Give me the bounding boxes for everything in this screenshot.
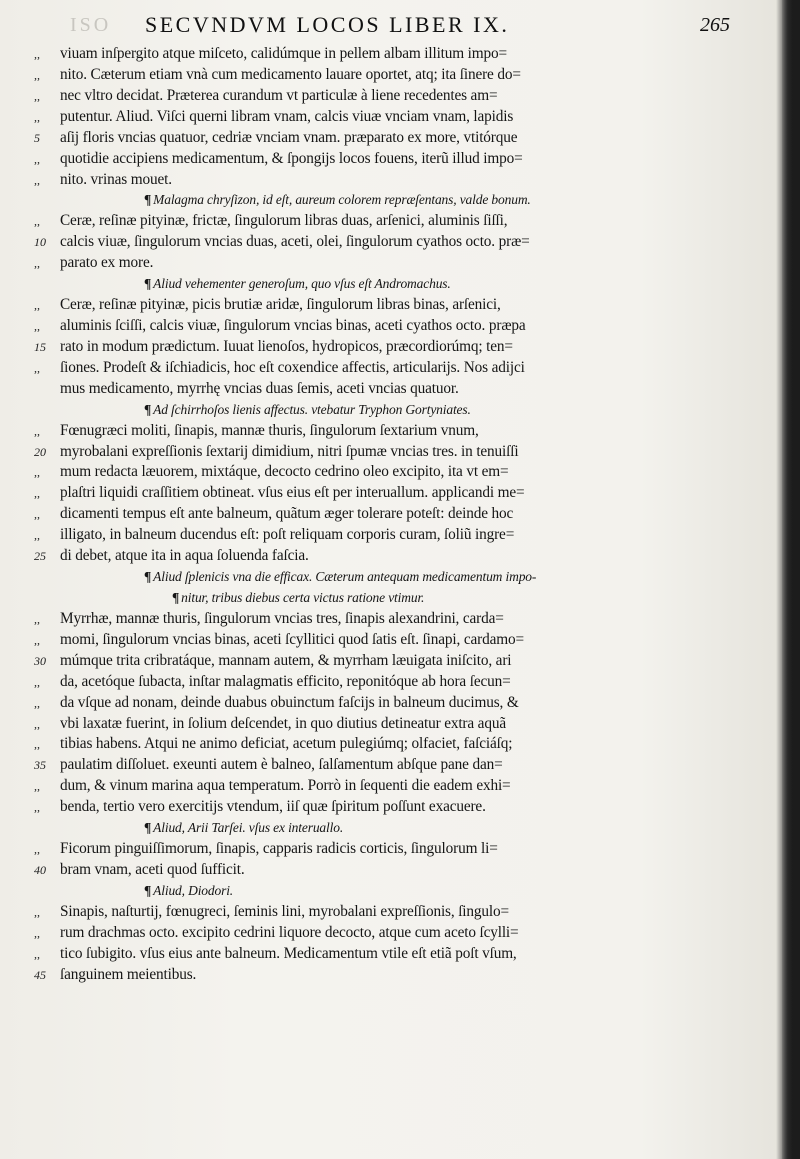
pilcrow-icon: ¶: [144, 882, 152, 898]
text-line: [34, 421, 590, 442]
pilcrow-icon: ¶: [144, 192, 152, 208]
text-line: [34, 755, 590, 776]
line-text: [60, 860, 245, 881]
text-line: [34, 358, 590, 379]
line-content: momi, ſingulorum vncias binas, aceti ſcyllitici quod ſatis eſt. ſinapi, cardamo=: [60, 630, 524, 648]
bleed-through-text: ISO: [70, 14, 112, 36]
text-line: [34, 483, 590, 504]
margin-marker: ,,: [34, 507, 40, 522]
text-line: [34, 797, 590, 818]
margin-marker: ,,: [34, 904, 40, 919]
text-line: [34, 462, 590, 483]
page-header: [70, 10, 770, 40]
margin-marker: ,,: [34, 946, 40, 961]
text-line: [34, 902, 590, 923]
text-line: [34, 860, 590, 881]
line-content: Aliud ſplenicis vna die efficax. Cæterum antequam medicamentum impo-: [153, 569, 537, 585]
line-text: [60, 316, 526, 337]
margin-marker: 10: [34, 235, 46, 250]
margin-marker: ,,: [34, 925, 40, 940]
margin-marker: ,,: [34, 716, 40, 731]
margin-marker: ,,: [34, 88, 40, 103]
line-text: [60, 232, 530, 253]
section-heading: [34, 567, 590, 588]
margin-marker: ,,: [34, 214, 40, 229]
text-line: [34, 337, 590, 358]
section-heading: [34, 190, 590, 211]
margin-marker: ,,: [34, 611, 40, 626]
section-heading: [34, 588, 590, 609]
margin-marker: ,,: [34, 486, 40, 501]
line-content: calcis viuæ, ſingulorum vncias duas, aceti, olei, ſingulorum cyathos octo. præ=: [60, 233, 530, 251]
line-content: Aliud, Diodori.: [153, 882, 234, 898]
line-text: [60, 211, 507, 232]
heading-text: [60, 588, 424, 609]
line-text: [60, 253, 153, 274]
line-text: [60, 170, 172, 191]
margin-marker: ,,: [34, 528, 40, 543]
line-content: Ad ſchirrhoſos lienis affectus. vtebatur Tryphon Gortyniates.: [153, 401, 471, 417]
text-line: [34, 693, 590, 714]
margin-marker: 15: [34, 339, 46, 354]
line-content: da vſque ad nonam, deinde duabus obuinctum faſcijs in balneum ducimus, &: [60, 693, 519, 711]
pilcrow-icon: ¶: [144, 569, 152, 585]
pilcrow-icon: ¶: [172, 589, 180, 605]
line-content: mum redacta læuorem, mixtáque, decocto cedrino oleo excipito, ita vt em=: [60, 463, 509, 481]
line-text: [60, 630, 524, 651]
line-content: múmque trita cribratáque, mannam autem, & myrrham læuigata iniſcito, ari: [60, 651, 512, 669]
line-text: [60, 483, 524, 504]
text-line: [34, 316, 590, 337]
text-line: [34, 546, 590, 567]
line-content: Ceræ, reſinæ pityinæ, frictæ, ſingulorum libras duas, arſenici, aluminis ſiſſi,: [60, 212, 508, 230]
line-text: [60, 525, 514, 546]
heading-text: [60, 274, 451, 295]
text-line: [34, 714, 590, 735]
text-line: [34, 86, 590, 107]
line-content: dum, & vinum marina aqua temperatum. Porrò in ſequenti die eadem exhi=: [60, 777, 511, 795]
margin-marker: ,,: [34, 109, 40, 124]
line-text: [60, 923, 519, 944]
heading-text: [60, 881, 233, 902]
text-line: [34, 630, 590, 651]
line-content: ſiones. Prodeſt & iſchiadicis, hoc eſt coxendice affectis, articularijs. Nos adijci: [60, 358, 525, 376]
line-text: [60, 776, 511, 797]
margin-marker: ,,: [34, 695, 40, 710]
heading-text: [60, 567, 536, 588]
text-line: [34, 295, 590, 316]
margin-marker: ,,: [34, 737, 40, 752]
text-line: [34, 211, 590, 232]
line-content: Aliud, Arii Tarſei. vſus ex interuallo.: [153, 820, 344, 836]
heading-text: [60, 818, 343, 839]
line-text: [60, 295, 501, 316]
line-text: [60, 65, 521, 86]
text-line: [34, 107, 590, 128]
line-content: tibias habens. Atqui ne animo deficiat, acetum pulegiúmq; olfaciet, faſciáſq;: [60, 735, 513, 753]
line-content: Ficorum pinguiſſimorum, ſinapis, capparis radicis corticis, ſingulorum li=: [60, 840, 498, 858]
margin-marker: 35: [34, 758, 46, 773]
line-text: [60, 358, 525, 379]
text-line: [34, 776, 590, 797]
line-text: [60, 86, 497, 107]
line-text: [60, 44, 507, 65]
line-content: aſij floris vncias quatuor, cedriæ vnciam vnam. præparato ex more, vtitórque: [60, 128, 518, 146]
line-text: [60, 128, 517, 149]
line-content: Aliud vehementer generoſum, quo vſus eſt Andromachus.: [153, 276, 451, 292]
margin-marker: ,,: [34, 423, 40, 438]
text-line: [34, 232, 590, 253]
line-content: bram vnam, aceti quod ſufficit.: [60, 860, 245, 878]
line-text: [60, 672, 511, 693]
line-text: [60, 944, 517, 965]
margin-marker: ,,: [34, 47, 40, 61]
line-content: mus medicamento, myrrhę vncias duas ſemis, aceti vncias quatuor.: [60, 379, 459, 397]
margin-marker: ,,: [34, 151, 40, 166]
text-line: [34, 965, 590, 986]
line-text: [60, 797, 486, 818]
margin-marker: ,,: [34, 674, 40, 689]
text-line: [34, 253, 590, 274]
text-line: [34, 128, 590, 149]
page-number: 265: [700, 14, 730, 36]
margin-marker: ,,: [34, 800, 40, 815]
line-content: Ceræ, reſinæ pityinæ, picis brutiæ aridæ, ſingulorum libras binas, arſenici,: [60, 296, 501, 314]
line-text: [60, 734, 512, 755]
margin-marker: ,,: [34, 360, 40, 375]
section-heading: [34, 274, 590, 295]
heading-text: [60, 190, 531, 211]
line-text: [60, 609, 504, 630]
line-content: nito. Cæterum etiam vnà cum medicamento lauare oportet, atq; ita ſinere do=: [60, 65, 521, 83]
margin-marker: 5: [34, 130, 40, 145]
text-line: [34, 504, 590, 525]
text-line: [34, 944, 590, 965]
line-content: Malagma chryſizon, id eſt, aureum colorem repræſentans, valde bonum.: [153, 192, 531, 208]
text-line: [34, 149, 590, 170]
line-content: quotidie accipiens medicamentum, & ſpongijs locos fouens, iterũ illud impo=: [60, 149, 523, 167]
line-text: [60, 504, 513, 525]
heading-text: [60, 400, 471, 421]
line-text: [60, 965, 196, 986]
pilcrow-icon: ¶: [144, 401, 152, 417]
margin-marker: ,,: [34, 842, 40, 857]
margin-marker: 25: [34, 549, 46, 564]
line-content: nitur, tribus diebus certa victus ratione vtimur.: [181, 589, 425, 605]
pilcrow-icon: ¶: [144, 276, 152, 292]
text-line: [34, 672, 590, 693]
line-text: [60, 337, 513, 358]
line-text: [60, 442, 518, 463]
margin-marker: ,,: [34, 632, 40, 647]
line-text: [60, 902, 509, 923]
text-line: [34, 609, 590, 630]
line-content: parato ex more.: [60, 254, 154, 272]
margin-marker: ,,: [34, 67, 40, 82]
line-content: aluminis ſciſſi, calcis viuæ, ſingulorum vncias binas, aceti cyathos octo. præpa: [60, 316, 526, 334]
line-content: illigato, in balneum ducendus eſt: poſt reliquam corporis curam, ſoliũ ingre=: [60, 526, 515, 544]
margin-marker: ,,: [34, 318, 40, 333]
line-content: nito. vrinas mouet.: [60, 170, 172, 188]
line-content: tico ſubigito. vſus eius ante balneum. Medicamentum vtile eſt etiã poſt vſum,: [60, 944, 517, 962]
line-text: [60, 379, 459, 400]
line-content: plaſtri liquidi craſſitiem obtineat. vſus eius eſt per interuallum. applicandi me=: [60, 484, 525, 502]
line-content: myrobalani expreſſionis ſextarij dimidium, nitri ſpumæ vncias tres. in tenuiſſi: [60, 442, 519, 460]
section-heading: [34, 400, 590, 421]
text-line: [34, 44, 590, 65]
line-content: vbi laxatæ fuerint, in ſolium deſcendet, in quo diutius detineatur extra aquã: [60, 714, 506, 732]
line-content: Sinapis, naſturtij, fœnugreci, ſeminis lini, myrobalani expreſſionis, ſingulo=: [60, 902, 509, 920]
line-content: rato in modum prædictum. Iuuat lienoſos, hydropicos, præcordiorúmq; ten=: [60, 337, 513, 355]
text-line: [34, 525, 590, 546]
margin-marker: 40: [34, 862, 46, 877]
margin-marker: ,,: [34, 779, 40, 794]
pilcrow-icon: ¶: [144, 820, 152, 836]
text-body: [34, 44, 590, 985]
text-line: [34, 442, 590, 463]
line-text: [60, 714, 506, 735]
line-text: [60, 755, 503, 776]
margin-marker: ,,: [34, 256, 40, 271]
text-line: [34, 170, 590, 191]
line-content: Fœnugræci moliti, ſinapis, mannæ thuris, ſingulorum ſextarium vnum,: [60, 421, 479, 439]
margin-marker: ,,: [34, 172, 40, 187]
margin-marker: 30: [34, 653, 46, 668]
line-content: putentur. Aliud. Viſci querni libram vnam, calcis viuæ vnciam vnam, lapidis: [60, 107, 514, 125]
margin-marker: ,,: [34, 465, 40, 480]
line-content: viuam inſpergito atque miſceto, calidúmque in pellem albam illitum impo=: [60, 45, 508, 62]
line-content: ſanguinem meientibus.: [60, 965, 197, 983]
line-content: nec vltro decidat. Præterea curandum vt particulæ à liene recedentes am=: [60, 86, 498, 104]
line-text: [60, 546, 309, 567]
text-line: [34, 923, 590, 944]
section-heading: [34, 818, 590, 839]
running-head: SECVNDVM LOCOS LIBER IX.: [145, 12, 510, 37]
binding-shadow: [782, 0, 800, 1159]
text-line: [34, 839, 590, 860]
line-text: [60, 149, 523, 170]
line-content: benda, tertio vero exercitijs vtendum, iiſ quæ ſpiritum poſſunt exacuere.: [60, 798, 486, 816]
line-content: da, acetóque ſubacta, inſtar malagmatis efficito, reponitóque ab hora ſecun=: [60, 672, 511, 690]
margin-marker: ,,: [34, 298, 40, 313]
text-line: [34, 65, 590, 86]
line-text: [60, 693, 519, 714]
line-text: [60, 462, 509, 483]
line-text: [60, 839, 498, 860]
line-content: di debet, atque ita in aqua ſoluenda faſcia.: [60, 547, 309, 565]
section-heading: [34, 881, 590, 902]
line-content: Myrrhæ, mannæ thuris, ſingulorum vncias tres, ſinapis alexandrini, carda=: [60, 609, 504, 627]
line-text: [60, 651, 511, 672]
line-content: dicamenti tempus eſt ante balneum, quãtum æger tolerare poteſt: deinde hoc: [60, 505, 514, 523]
line-content: rum drachmas octo. excipito cedrini liquore decocto, atque cum aceto ſcylli=: [60, 923, 519, 941]
line-text: [60, 421, 479, 442]
text-line: [34, 651, 590, 672]
margin-marker: 20: [34, 444, 46, 459]
text-line: [34, 379, 590, 400]
line-content: paulatim diſſoluet. exeunti autem è balneo, ſalſamentum abſque pane dan=: [60, 756, 503, 774]
text-line: [34, 734, 590, 755]
margin-marker: 45: [34, 967, 46, 982]
line-text: [60, 107, 513, 128]
